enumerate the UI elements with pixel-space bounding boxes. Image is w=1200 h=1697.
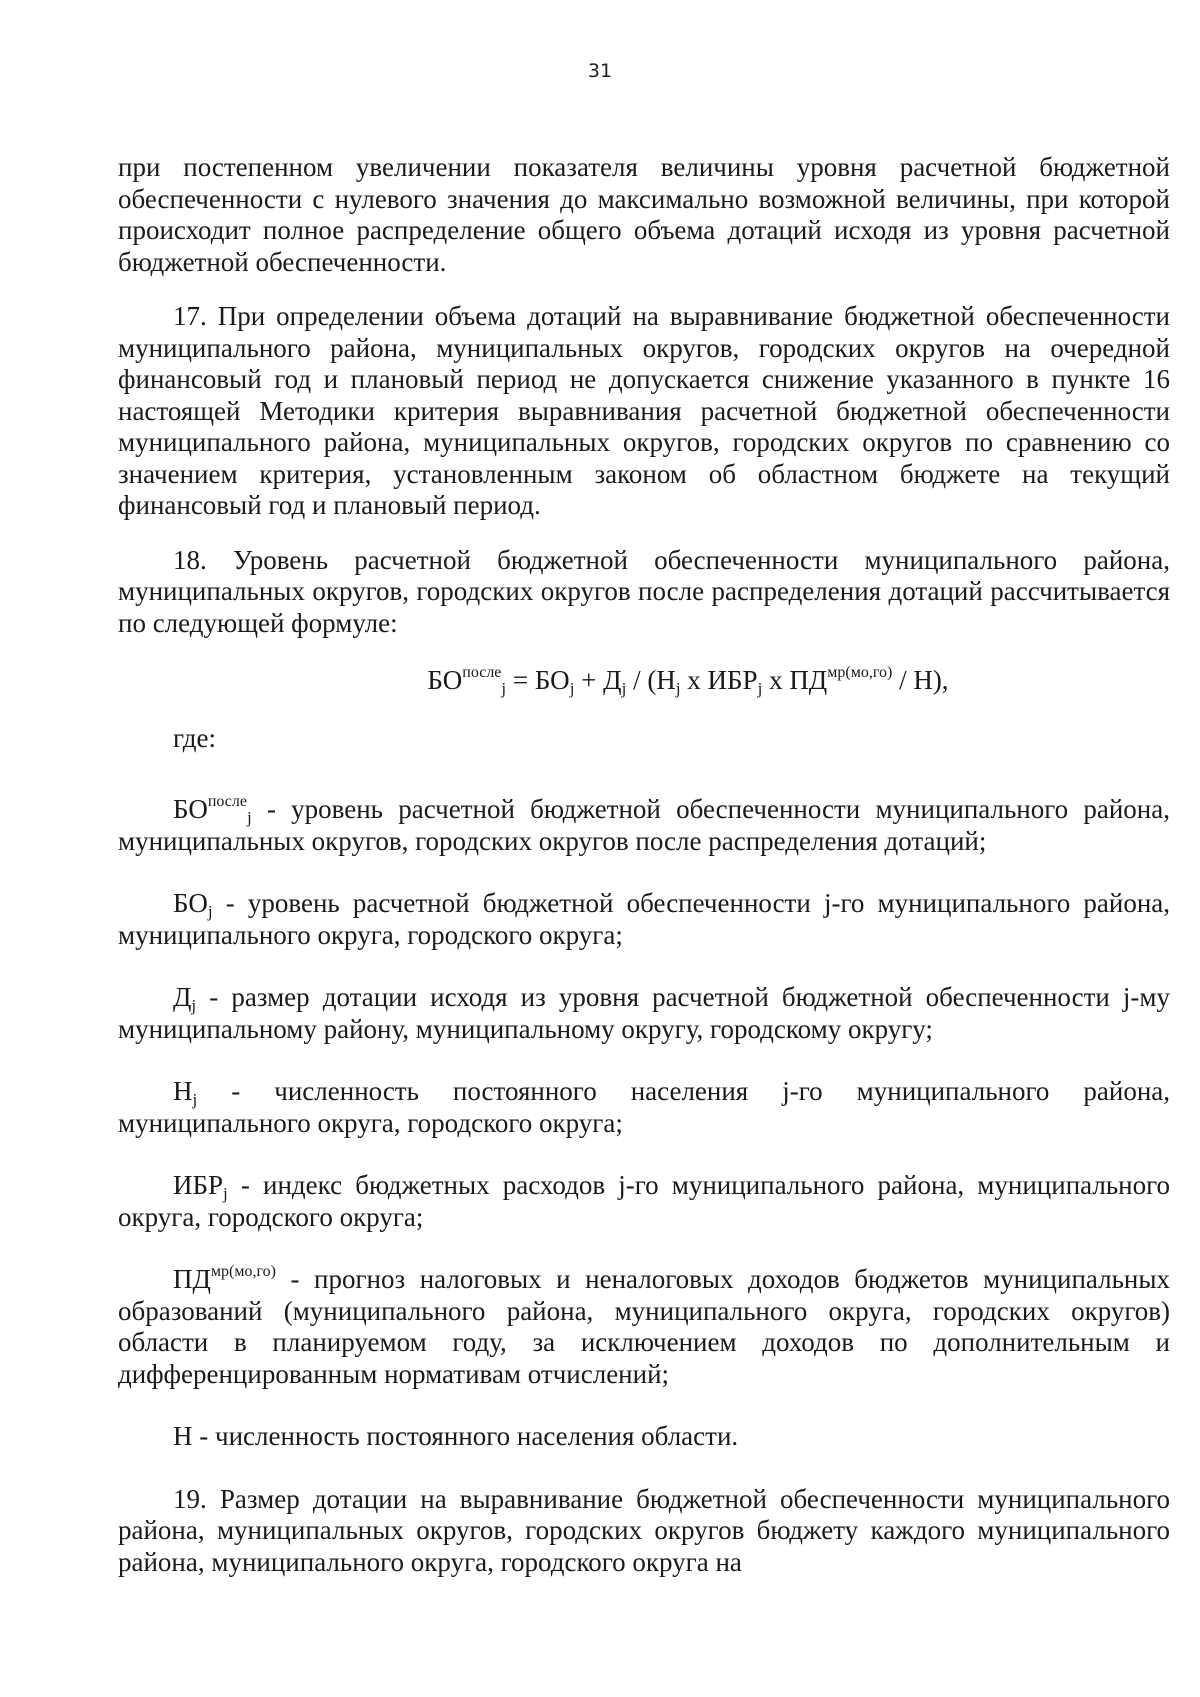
definition-text: - прогноз налоговых и неналоговых доходов бюджетов муниципальных образований (муниципального района, муниципального округа, городских округов) области в планируемом году, за исключением доходов по дополнительным и дифференцированным нормативам отчислений;: [118, 1264, 1170, 1389]
paragraph-18: 18. Уровень расчетной бюджетной обеспеченности муниципального района, муниципальных округов, городских округов после распределения дотаций рассчитывается по следующей формуле:: [118, 544, 1170, 638]
formula-sup-pd: мр(мо,го): [827, 664, 893, 681]
definition-n-j: [118, 1076, 1170, 1139]
definition-text: - численность постоянного населения j-го муниципального района, муниципального округа, городского округа;: [118, 1076, 1170, 1138]
page-number: 31: [587, 60, 613, 82]
formula-sub-j: j: [757, 679, 763, 698]
symbol-base: Н: [173, 1076, 193, 1106]
definition-text: - численность постоянного населения области.: [192, 1421, 739, 1451]
definition-symbol: [173, 1264, 276, 1294]
symbol-base: БО: [173, 794, 208, 824]
paragraph-19: 19. Размер дотации на выравнивание бюджетной обеспеченности муниципального района, муниципальных округов, городских округов бюджету каждого муниципального района, муниципального округа, городского округа на: [118, 1483, 1170, 1577]
symbol-base: ПД: [173, 1264, 211, 1294]
where-label: где:: [173, 722, 216, 753]
definition-symbol: [173, 982, 197, 1015]
definition-text: - уровень расчетной бюджетной обеспеченности j-го муниципального района, муниципального округа, городского округа;: [118, 888, 1170, 950]
formula: [206, 665, 1170, 697]
formula-plus-d: + Д: [574, 665, 622, 695]
definition-ibr-j: [118, 1170, 1170, 1233]
formula-div-open: / (Н: [626, 665, 676, 695]
definition-symbol: [173, 888, 213, 921]
definition-bo-after: [118, 794, 1170, 857]
symbol-base: БО: [173, 888, 208, 918]
formula-eq-bo: = БО: [506, 665, 570, 695]
formula-sub-j: j: [501, 679, 507, 698]
symbol-sub: j: [192, 1090, 198, 1109]
symbol-sub: j: [191, 996, 197, 1015]
symbol-base: ИБР: [173, 1170, 224, 1200]
formula-sub-j: j: [621, 679, 627, 698]
definition-d-j: [118, 982, 1170, 1045]
definition-symbol: [173, 1076, 198, 1109]
definition-text: - уровень расчетной бюджетной обеспеченности муниципального района, муниципальных округов, городских округов после распределения дотаций;: [118, 794, 1170, 856]
definition-n: [118, 1421, 1170, 1453]
symbol-sup: после: [207, 793, 247, 810]
paragraph-17: 17. При определении объема дотаций на выравнивание бюджетной обеспеченности муниципального района, муниципальных округов, городских округов на очередной финансовый год и плановый период не допускается снижение указанного в пункте 16 настоящей Методики критерия выравнивания расчетной бюджетной обеспеченности муниципального района, муниципальных округов, городских округов по сравнению со значением критерия, установленным законом об областном бюджете на текущий финансовый год и плановый период.: [118, 301, 1170, 520]
definition-text: - размер дотации исходя из уровня расчетной бюджетной обеспеченности j-му муниципальному району, муниципальному округу, городскому округу;: [118, 982, 1170, 1044]
formula-tail: / Н),: [892, 665, 949, 695]
formula-x-ibr: х ИБР: [680, 665, 758, 695]
formula-sub-j: j: [675, 679, 681, 698]
symbol-sub: j: [207, 902, 213, 921]
symbol-sub: j: [246, 808, 252, 827]
symbol-sup: мр(мо,го): [210, 1263, 276, 1280]
symbol-base: Н: [173, 1421, 193, 1451]
definition-text: - индекс бюджетных расходов j-го муниципального района, муниципального округа, городского округа;: [118, 1170, 1170, 1232]
formula-x-pd: х ПД: [762, 665, 828, 695]
formula-sup-after: после: [462, 664, 502, 681]
formula-sub-j: j: [569, 679, 575, 698]
formula-bo: БО: [427, 665, 463, 695]
definition-symbol: [173, 1421, 193, 1451]
definition-bo-j: [118, 888, 1170, 951]
symbol-sub: j: [223, 1184, 228, 1203]
definition-symbol: [173, 1170, 228, 1203]
definition-symbol: [173, 793, 252, 827]
definition-pd: [118, 1264, 1170, 1390]
symbol-base: Д: [173, 982, 192, 1012]
paragraph-continuation: при постепенном увеличении показателя величины уровня расчетной бюджетной обеспеченности с нулевого значения до максимально возможной величины, при которой происходит полное распределение общего объема дотаций исходя из уровня расчетной бюджетной обеспеченности.: [118, 152, 1170, 277]
document-body: [118, 152, 1170, 1601]
